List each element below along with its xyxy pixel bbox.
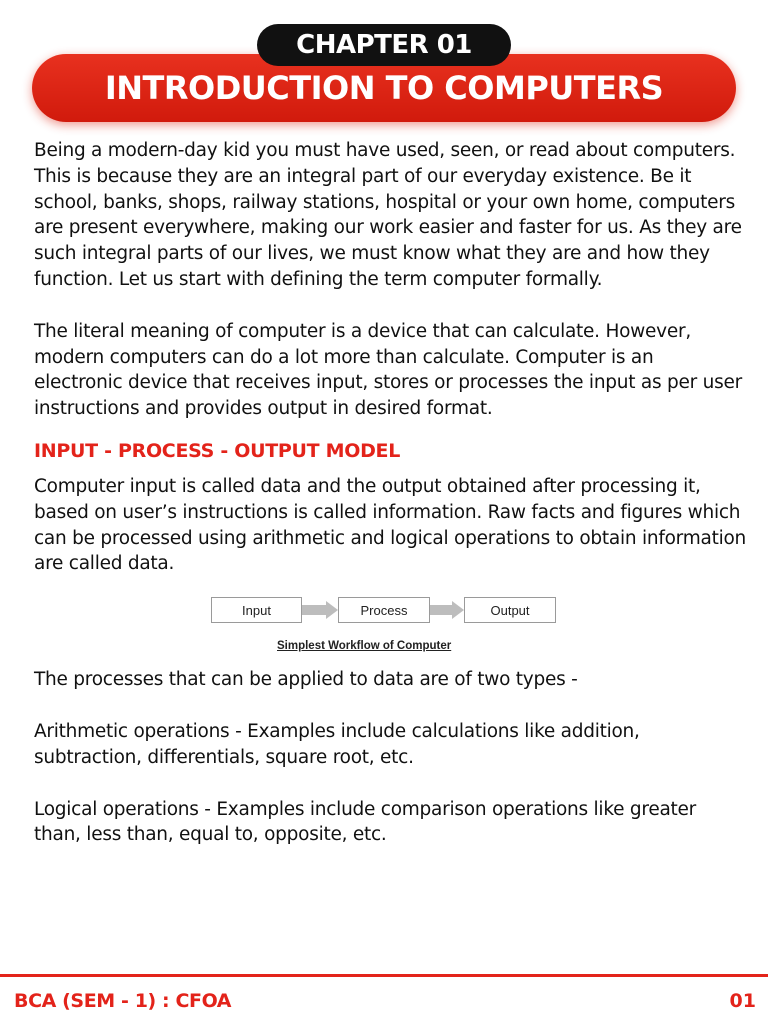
workflow-diagram: [34, 591, 746, 667]
flow-box-process: Process: [338, 597, 430, 623]
diagram-caption: Simplest Workflow of Computer: [277, 640, 452, 653]
flow-box-input: Input: [211, 597, 302, 623]
chapter-label: CHAPTER 01: [257, 24, 511, 66]
arithmetic-operations: Arithmetic operations - Examples include calculations like addition, subtraction, differentials, square root, etc.: [34, 720, 640, 768]
flow-arrow-icon: [302, 601, 338, 619]
flow-box-output: Output: [464, 597, 556, 623]
logical-operations: Logical operations - Examples include comparison operations like greater than, less than, equal to, opposite, etc.: [34, 798, 697, 846]
main-content: [34, 138, 746, 848]
flow-arrow-icon: [430, 601, 464, 619]
intro-paragraph-1: Being a modern-day kid you must have used, seen, or read about computers. This is because they are an integral part of our everyday existence. Be it school, banks, shops, railway stations, hospital or your own home, computers are present everywhere, making our work easier and faster for us. As they are such integral parts of our lives, we must know what they are and how they function. Let us start with defining the term computer formally.: [34, 140, 742, 290]
page-number: 01: [729, 990, 756, 1012]
section-heading-ipo: INPUT - PROCESS - OUTPUT MODEL: [34, 439, 401, 462]
footer-divider: [0, 974, 768, 977]
footer-course-label: BCA (SEM - 1) : CFOA: [14, 990, 232, 1012]
page-title: INTRODUCTION TO COMPUTERS: [32, 54, 736, 122]
intro-paragraph-2: The literal meaning of computer is a device that can calculate. However, modern computers can do a lot more than calculate. Computer is an electronic device that receives input, stores or processes the input as per user instructions and provides output in desired format.: [34, 320, 742, 420]
ipo-paragraph: Computer input is called data and the output obtained after processing it, based on user’s instructions is called information. Raw facts and figures which can be processed using arithmetic and logical operations to obtain information are called data.: [34, 475, 746, 575]
processes-intro: The processes that can be applied to data are of two types -: [34, 669, 578, 691]
